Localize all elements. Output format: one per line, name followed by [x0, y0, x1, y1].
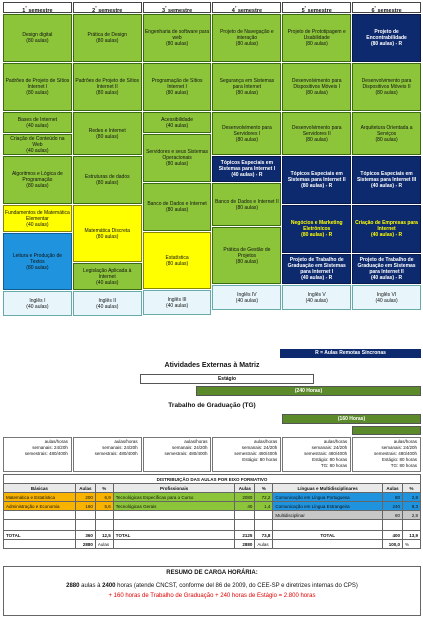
- course-hours: (40 aulas) - R: [301, 275, 333, 281]
- course-hours: (80 aulas): [235, 90, 259, 96]
- hours-line: aulas/horas: [184, 439, 208, 444]
- semester-column: [212, 14, 281, 317]
- course-title: Tópicos Especiais em Sistemas para Internet II: [287, 171, 346, 183]
- table-row: [4, 511, 421, 520]
- grand-p: 2880: [235, 540, 255, 549]
- course-title: Servidores e seus Sistemas Operacionais: [146, 149, 209, 161]
- course-title: Redes e Internet: [88, 127, 126, 134]
- course-hours: (80 aulas): [26, 90, 49, 96]
- hours-line: semestrais: 480/400h: [304, 451, 348, 456]
- course-hours: (80 aulas): [165, 41, 189, 47]
- course-hours: (80 aulas) - R: [301, 232, 333, 238]
- basicas-pct: 6,9: [95, 493, 113, 502]
- tg-hours: (160 Horas): [282, 414, 421, 424]
- hours-line: TG: 80 horas: [390, 463, 417, 468]
- course-title: Desenvolvimento para Dispositivos Móveis I: [291, 78, 342, 90]
- distribution-table: [3, 474, 421, 549]
- course-cell: [212, 156, 281, 182]
- basicas-name: Matemática e Estatística: [4, 493, 76, 502]
- course-hours: (80 aulas): [165, 207, 189, 213]
- ling-name: Comunicação em Língua Portuguesa: [273, 493, 383, 502]
- hours-line: aulas/horas: [114, 439, 138, 444]
- course-cell: [352, 285, 421, 310]
- course-hours: (40 aulas): [235, 297, 259, 304]
- course-title: Tópicos Especiais em Sistemas para Internet I: [218, 160, 276, 172]
- semester-header: [282, 2, 351, 13]
- course-hours: (80 aulas): [26, 183, 49, 189]
- semester-header: [352, 2, 421, 13]
- total-b-aulas: 360: [75, 531, 95, 540]
- course-hours: (80 aulas): [235, 258, 259, 265]
- semester-label: semestre: [307, 7, 332, 14]
- course-cell: [352, 112, 421, 155]
- course-title: Projeto de Prototipagem e Usabilidade: [287, 29, 346, 41]
- semester-label: semestre: [237, 7, 263, 14]
- course-title: Projeto de Trabalho de Graduação em Sistemas para Internet II: [357, 257, 416, 275]
- course-cell: [143, 134, 212, 182]
- semester-column: [282, 14, 351, 317]
- course-hours: (40 aulas): [375, 297, 398, 304]
- course-cell: [352, 205, 421, 253]
- course-cell: [352, 156, 421, 204]
- semester-column: [352, 14, 421, 317]
- semester-number: 5: [301, 7, 305, 14]
- semester-number: 2: [92, 7, 96, 14]
- th-ling: Línguas e Multidisciplinares: [273, 484, 383, 493]
- th-pct-l: %: [402, 484, 420, 493]
- course-hours: (80 aulas): [305, 90, 328, 96]
- course-hours: (80 aulas): [165, 161, 189, 167]
- summary-title: RESUMO DE CARGA HORÁRIA:: [166, 570, 258, 576]
- course-hours: (80 aulas): [165, 260, 189, 267]
- course-cell: [282, 205, 351, 253]
- totals-row: [4, 531, 421, 540]
- course-hours: (40 aulas): [96, 279, 119, 286]
- course-hours: (80 aulas) - R: [370, 41, 403, 47]
- table-row: [4, 493, 421, 502]
- summary-box: [3, 566, 421, 616]
- course-cell: [3, 205, 72, 232]
- course-cell: [282, 285, 351, 310]
- distribution-title: DISTRIBUIÇÃO DAS AULAS POR EIXO FORMATIVO: [4, 475, 421, 484]
- total-p-aulas: 2125: [235, 531, 255, 540]
- total-label: TOTAL: [4, 531, 76, 540]
- course-title: Projeto de Navegação e interação: [220, 29, 274, 41]
- semester-label: semestre: [168, 7, 193, 14]
- course-hours: (80 aulas): [96, 90, 119, 96]
- course-cell: [282, 14, 351, 62]
- semester-column: [143, 14, 212, 317]
- hours-line: semanais: 24/20h: [311, 445, 348, 450]
- semester-label: semestre: [28, 7, 53, 14]
- semester-header: [212, 2, 281, 13]
- grand-b-unit: Aulas: [95, 540, 113, 549]
- semester-columns: [3, 14, 421, 317]
- course-hours: (80 aulas): [96, 180, 119, 186]
- ling-pct: 2,8: [402, 511, 420, 520]
- hours-line: Estágio: 80 horas: [312, 457, 348, 462]
- total-l-pct: 13,9: [402, 531, 420, 540]
- course-hours: (80 aulas): [375, 90, 398, 96]
- hours-line: TG: 80 horas: [320, 463, 348, 468]
- course-cell: [143, 112, 212, 133]
- course-hours: (40 aulas): [165, 302, 189, 309]
- hours-line: semestrais: 480/400h: [373, 451, 417, 456]
- course-cell: [3, 291, 72, 316]
- total-l-aulas: 400: [383, 531, 403, 540]
- course-cell: [352, 14, 421, 62]
- course-title: Estruturas de dados: [84, 174, 130, 180]
- grand-total-row: [4, 540, 421, 549]
- course-title: Design digital: [22, 32, 53, 38]
- course-title: Leitura e Produção de Textos: [12, 252, 63, 265]
- course-hours: (80 aulas): [235, 204, 259, 211]
- th-pct-p: %: [255, 484, 273, 493]
- course-hours: (80 aulas): [235, 136, 259, 143]
- course-title: Desenvolvimento para Servidores I: [222, 124, 272, 137]
- course-title: Engenharia de software para web: [144, 29, 210, 41]
- course-cell: [352, 254, 421, 284]
- course-title: Desenvolvimento para Dispositivos Móveis II: [361, 78, 412, 90]
- semester-number: 1: [22, 7, 26, 14]
- course-title: Desenvolvimento para Servidores II: [291, 124, 342, 137]
- semester-column: [3, 14, 72, 317]
- course-hours: (80 aulas): [305, 136, 328, 143]
- tg-hours-bar: [352, 426, 421, 435]
- semester-label: semestre: [377, 7, 402, 14]
- total-label: TOTAL: [273, 531, 383, 540]
- basicas-name: Administração e Economia: [4, 502, 76, 511]
- course-title: Prática de Design: [87, 32, 127, 38]
- prof-pct: 72,2: [255, 493, 273, 502]
- course-cell: [73, 14, 142, 62]
- course-title: Algoritmos e Lógica de Programação: [11, 171, 63, 183]
- hours-line: semestrais: 480/400h: [164, 451, 208, 456]
- course-title: Bases de Internet: [17, 116, 58, 123]
- hours-row: [3, 437, 421, 472]
- course-hours: (80 aulas) - R: [301, 183, 333, 189]
- course-title: Projeto de Encontrabilidade: [366, 29, 407, 41]
- course-cell: [3, 14, 72, 62]
- grand-pct-unit: %: [402, 540, 420, 549]
- course-hours: (80 aulas): [235, 41, 259, 47]
- total-p-pct: 73,8: [255, 531, 273, 540]
- hours-box: [212, 437, 281, 472]
- ling-aulas: 240: [383, 502, 403, 511]
- course-title: Fundamentos de Matemática Elementar: [5, 209, 70, 222]
- course-cell: [73, 263, 142, 290]
- grand-pct: 100,0: [383, 540, 403, 549]
- course-cell: [143, 14, 212, 62]
- ling-name: Comunicação em Língua Estrangeira: [273, 502, 383, 511]
- course-cell: [143, 290, 212, 315]
- hours-box: [3, 437, 72, 472]
- table-row: [4, 502, 421, 511]
- semester-ordinal: º: [374, 5, 376, 10]
- hours-box: [282, 437, 351, 472]
- hours-line: semanais: 24/20h: [241, 445, 278, 450]
- semester-header: [143, 2, 212, 13]
- course-hours: (80 aulas): [96, 233, 119, 240]
- hours-box: [352, 437, 421, 472]
- semester-grid: [3, 2, 421, 317]
- semester-number: 3: [161, 7, 166, 14]
- summary-horas: 2400: [102, 583, 116, 589]
- hours-box: [73, 437, 142, 472]
- course-cell: [282, 254, 351, 284]
- semester-ordinal: º: [95, 5, 97, 10]
- summary-text-a: aulas à: [79, 583, 103, 589]
- hours-line: semestrais: 480/400h: [234, 451, 278, 456]
- course-cell: [212, 285, 281, 310]
- course-hours: (40 aulas) - R: [370, 232, 403, 238]
- ling-aulas: 80: [383, 493, 403, 502]
- hours-box: [143, 437, 212, 472]
- hours-line: Estágio: 80 horas: [381, 457, 417, 462]
- semester-number: 4: [231, 7, 235, 14]
- total-label: TOTAL: [113, 531, 235, 540]
- course-title: Matemática Discreta: [84, 227, 131, 234]
- course-title: Criação de Conteúdo na Web: [10, 135, 65, 148]
- course-cell: [73, 156, 142, 204]
- th-aulas-p: Aulas: [235, 484, 255, 493]
- semester-ordinal: º: [234, 5, 237, 10]
- hours-line: aulas/horas: [393, 439, 417, 444]
- course-title: Programação de Sítios Internet I: [151, 78, 203, 90]
- summary-aulas: 2880: [66, 583, 80, 589]
- course-cell: [212, 227, 281, 284]
- course-cell: [3, 112, 72, 133]
- course-hours: (80 aulas): [165, 90, 189, 96]
- course-hours: (40 aulas): [26, 303, 49, 310]
- ling-aulas: 80: [383, 511, 403, 520]
- basicas-pct: 5,6: [95, 502, 113, 511]
- course-cell: [143, 183, 212, 231]
- th-pct-b: %: [95, 484, 113, 493]
- course-title: Banco de Dados e Internet II: [215, 198, 279, 205]
- summary-line-1: [4, 583, 420, 589]
- course-cell: [3, 134, 72, 155]
- course-cell: [143, 63, 212, 111]
- course-title: Inglês III: [167, 296, 187, 303]
- hours-line: aulas/horas: [323, 439, 348, 444]
- course-cell: [212, 63, 281, 111]
- hours-line: semanais: 24/20h: [102, 445, 138, 450]
- hours-line: semestrais: 480/400h: [94, 451, 138, 456]
- course-title: Inglês VI: [376, 291, 397, 298]
- course-title: Inglês IV: [237, 291, 257, 298]
- course-title: Legislação Aplicada à Internet: [83, 267, 132, 280]
- course-cell: [73, 63, 142, 111]
- hours-line: aulas/horas: [44, 439, 68, 444]
- th-aulas-b: Aulas: [75, 484, 95, 493]
- ling-pct: 2,8: [402, 493, 420, 502]
- course-hours: (40 aulas) - R: [370, 275, 403, 281]
- course-hours: (40 aulas): [96, 303, 119, 310]
- prof-aulas: 40: [235, 502, 255, 511]
- semester-number: 6: [371, 7, 375, 14]
- course-cell: [3, 156, 72, 204]
- course-title: Arquitetura Orientada a Serviços: [360, 124, 413, 137]
- estagio-hours: (240 Horas): [196, 386, 421, 396]
- course-title: Padrões de Projeto de Sítios Internet II: [75, 78, 140, 90]
- estagio-label: Estágio: [140, 374, 314, 384]
- semester-header: [73, 2, 142, 13]
- course-cell: [73, 205, 142, 262]
- course-title: Inglês II: [98, 297, 116, 304]
- summary-line-2: + 160 horas de Trabalho de Graduação + 240 horas de Estágio = 2.800 horas: [108, 593, 316, 599]
- course-cell: [282, 156, 351, 204]
- course-title: Prática de Gestão de Projetos: [223, 246, 271, 259]
- course-title: Negócios e Marketing Eletrônicos: [290, 220, 343, 232]
- th-prof: Profissionais: [113, 484, 235, 493]
- ling-name: Multidisciplinar: [273, 511, 383, 520]
- course-title: Tópicos Especiais em Sistemas para Internet III: [356, 171, 417, 183]
- course-hours: (80 aulas): [26, 264, 49, 271]
- semester-ordinal: º: [165, 5, 167, 10]
- course-hours: (80 aulas): [305, 41, 328, 47]
- course-title: Acessibilidade: [161, 116, 194, 123]
- semester-header-row: [3, 2, 421, 13]
- external-title: Atividades Externas à Matriz: [164, 362, 260, 369]
- th-aulas-l: Aulas: [383, 484, 403, 493]
- semester-header: [3, 2, 72, 13]
- total-b-pct: 12,5: [95, 531, 113, 540]
- course-hours: (40 aulas): [165, 122, 189, 129]
- hours-line: semanais: 24/20h: [171, 445, 208, 450]
- course-cell: [212, 183, 281, 226]
- course-cell: [3, 63, 72, 111]
- course-cell: [212, 14, 281, 62]
- prof-aulas: 2080: [235, 493, 255, 502]
- course-cell: [212, 112, 281, 155]
- course-title: Estatística: [165, 254, 189, 261]
- course-hours: (80 aulas): [375, 136, 398, 143]
- grand-b: 2880: [75, 540, 95, 549]
- prof-pct: 1,4: [255, 502, 273, 511]
- course-hours: (40 aulas) - R: [370, 183, 403, 189]
- course-hours: (80 aulas): [96, 38, 119, 44]
- semester-label: semestre: [98, 7, 123, 14]
- course-title: Criação de Empresas para Internet: [355, 220, 418, 232]
- tg-title: Trabalho de Graduação (TG): [168, 402, 256, 409]
- semester-column: [73, 14, 142, 317]
- semester-ordinal: º: [304, 5, 307, 10]
- hours-line: semestrais: 480/400h: [24, 451, 68, 456]
- course-cell: [73, 112, 142, 155]
- course-title: Projeto de Trabalho de Graduação em Sistemas para Internet I: [287, 257, 346, 275]
- hours-line: Estágio: 80 horas: [242, 457, 278, 462]
- course-hours: (40 aulas): [305, 297, 328, 304]
- remote-legend: R = Aulas Remotas Síncronas: [280, 349, 421, 358]
- course-title: Inglês I: [29, 297, 46, 304]
- basicas-aulas: 200: [75, 493, 95, 502]
- course-title: Padrões de Projeto de Sítios Internet I: [5, 78, 70, 90]
- course-cell: [352, 63, 421, 111]
- hours-line: aulas/horas: [254, 439, 278, 444]
- course-hours: (40 aulas) - R: [231, 172, 263, 178]
- semester-ordinal: º: [25, 5, 27, 10]
- course-cell: [143, 232, 212, 289]
- course-hours: (40 aulas): [26, 221, 49, 228]
- table-row: [4, 520, 421, 531]
- ling-pct: 8,3: [402, 502, 420, 511]
- course-hours: (80 aulas): [96, 133, 119, 140]
- course-title: Banco de Dados e Internet: [147, 201, 207, 207]
- course-title: Segurança em Sistemas para Internet: [219, 78, 275, 90]
- hours-line: semanais: 24/20h: [32, 445, 68, 450]
- basicas-aulas: 160: [75, 502, 95, 511]
- summary-text-b: horas (atende CNCST, conforme del 86 de 2009, do CEE-SP e diretrizes internas do CPS): [115, 583, 358, 589]
- course-title: Inglês V: [307, 291, 326, 298]
- course-hours: (40 aulas): [26, 122, 49, 129]
- th-basicas: Básicas: [4, 484, 76, 493]
- course-cell: [282, 112, 351, 155]
- course-hours: (40 aulas): [26, 147, 49, 154]
- hours-line: semanais: 24/20h: [381, 445, 417, 450]
- course-cell: [3, 233, 72, 290]
- prof-name: Tecnológicas Gerais: [113, 502, 235, 511]
- course-cell: [282, 63, 351, 111]
- grand-p-unit: Aulas: [255, 540, 273, 549]
- course-hours: (80 aulas): [26, 38, 49, 44]
- prof-name: Tecnológicas Específicas para o Curso: [113, 493, 235, 502]
- course-cell: [73, 291, 142, 316]
